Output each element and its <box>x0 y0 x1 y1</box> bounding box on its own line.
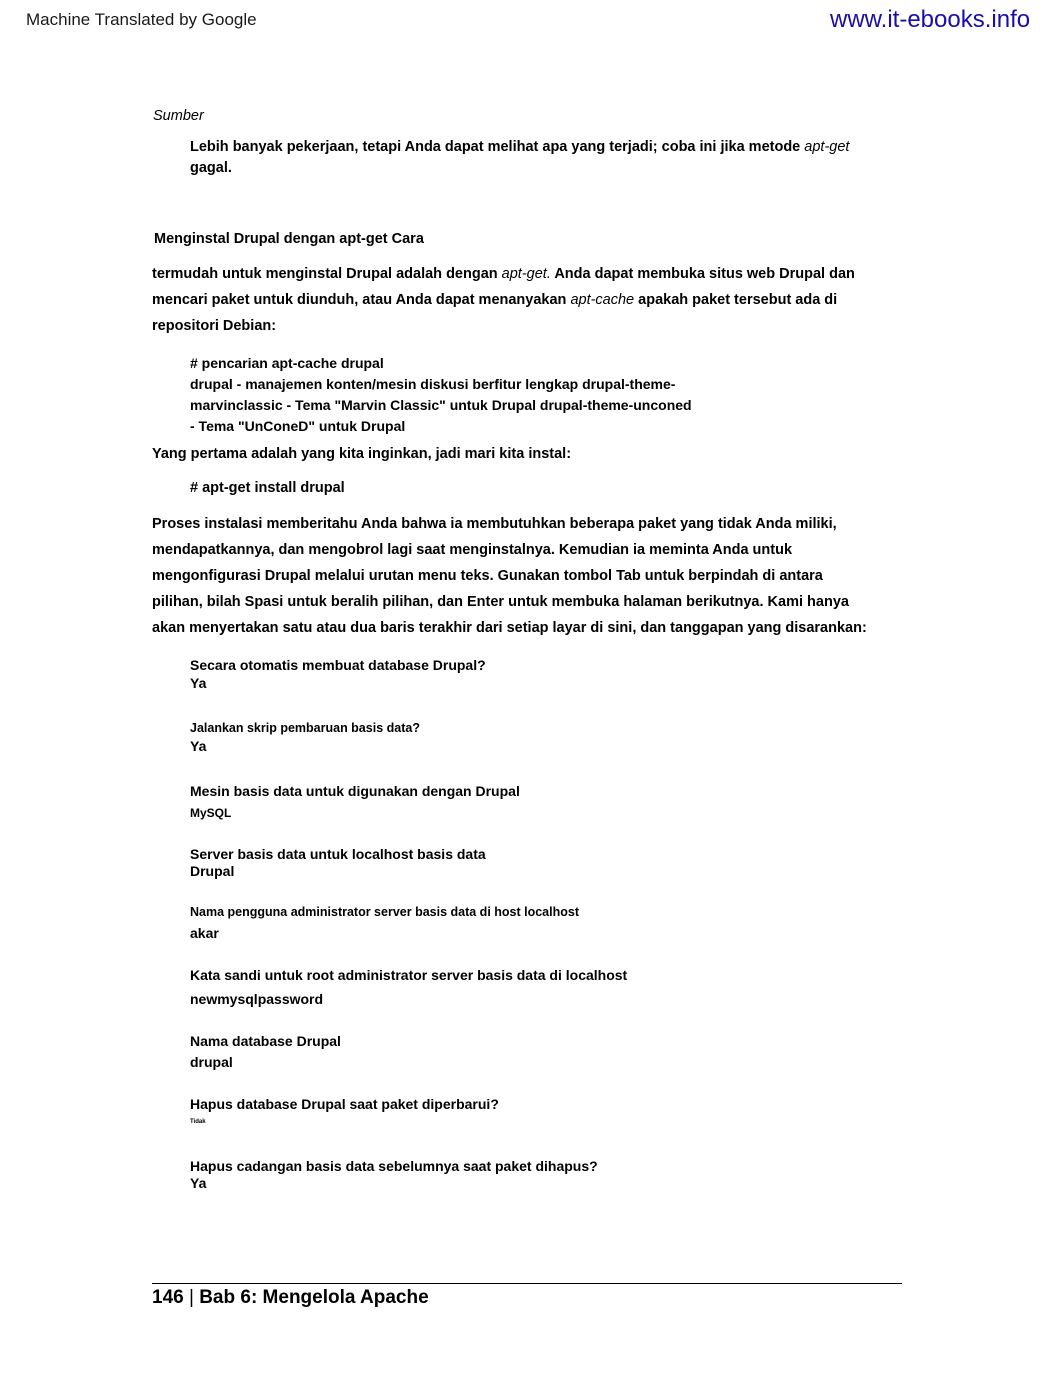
prompt-question: Server basis data untuk localhost basis data <box>190 846 486 862</box>
prompt-answer: Ya <box>190 675 207 691</box>
process-line: akan menyertakan satu atau dua baris terakhir dari setiap layar di sini, dan tanggapan yang disarankan: <box>152 620 867 636</box>
terminal-line: marvinclassic - Tema "Marvin Classic" untuk Drupal drupal-theme-unconed <box>190 397 692 413</box>
prompt-answer: MySQL <box>190 806 232 820</box>
prompt-question: Jalankan skrip pembaruan basis data? <box>190 721 420 735</box>
source-note-text: Lebih banyak pekerjaan, tetapi Anda dapat melihat apa yang terjadi; coba ini jika metode <box>190 139 805 155</box>
prompt-answer: Ya <box>190 738 207 754</box>
process-line: mengonfigurasi Drupal melalui urutan menu teks. Gunakan tombol Tab untuk berpindah di antara <box>152 568 823 584</box>
page-number: 146 <box>152 1287 184 1308</box>
intro-line-1: termudah untuk menginstal Drupal adalah dengan apt-get. Anda dapat membuka situs web Drupal dan <box>152 266 855 282</box>
prompt-question: Mesin basis data untuk digunakan dengan Drupal <box>190 783 520 799</box>
source-note-line-1 <box>190 139 849 155</box>
prompt-answer: drupal <box>190 1054 233 1070</box>
prompt-question: Secara otomatis membuat database Drupal? <box>190 657 486 673</box>
source-label: Sumber <box>153 108 204 124</box>
prompt-answer: akar <box>190 925 219 941</box>
terminal-search-output <box>190 353 692 437</box>
prompt-question: Hapus database Drupal saat paket diperbarui? <box>190 1096 499 1112</box>
intro-line-3: repositori Debian: <box>152 318 277 334</box>
footer-divider <box>152 1283 902 1284</box>
process-line: mendapatkannya, dan mengobrol lagi saat menginstalnya. Kemudian ia meminta Anda untuk <box>152 542 793 558</box>
prompt-question: Hapus cadangan basis data sebelumnya saat paket dihapus? <box>190 1158 598 1174</box>
intro-line-2: mencari paket untuk diunduh, atau Anda dapat menanyakan apt-cache apakah paket tersebut ada di <box>152 292 838 308</box>
process-paragraph <box>152 511 912 641</box>
prompt-answer: newmysqlpassword <box>190 991 324 1007</box>
terminal-line: drupal - manajemen konten/mesin diskusi berfitur lengkap drupal-theme- <box>190 376 676 392</box>
install-command: # apt-get install drupal <box>190 480 345 496</box>
prompt-answer: Ya <box>190 1175 207 1191</box>
process-line: Proses instalasi memberitahu Anda bahwa ia membutuhkan beberapa paket yang tidak Anda miliki, <box>152 516 837 532</box>
prompt-question: Nama database Drupal <box>190 1033 341 1049</box>
first-choice-text: Yang pertama adalah yang kita inginkan, jadi mari kita instal: <box>152 446 572 462</box>
it-ebooks-link[interactable]: www.it-ebooks.info <box>830 6 1031 33</box>
intro-paragraph <box>152 261 912 339</box>
prompt-question: Nama pengguna administrator server basis data di host localhost <box>190 905 579 919</box>
prompt-answer: Tidak <box>190 1119 206 1125</box>
chapter-title: Bab 6: Mengelola Apache <box>199 1287 429 1308</box>
terminal-line: - Tema "UnConeD" untuk Drupal <box>190 418 406 434</box>
prompt-question: Kata sandi untuk root administrator server basis data di localhost <box>190 967 628 983</box>
inline-code-apt-get: apt-get. <box>501 266 551 282</box>
page-footer <box>152 1287 429 1309</box>
inline-code-apt-get: apt-get <box>804 139 850 155</box>
prompt-answer: Drupal <box>190 863 235 879</box>
process-line: pilihan, bilah Spasi untuk beralih pilihan, dan Enter untuk membuka halaman berikutnya. Kami hanya <box>152 594 849 610</box>
source-note-line-2: gagal. <box>190 160 232 176</box>
terminal-line: # pencarian apt-cache drupal <box>190 355 384 371</box>
section-heading: Menginstal Drupal dengan apt-get Cara <box>154 231 424 247</box>
inline-code-apt-cache: apt-cache <box>570 292 635 308</box>
machine-translation-banner: Machine Translated by Google <box>26 10 257 29</box>
footer-separator: | <box>188 1287 194 1308</box>
